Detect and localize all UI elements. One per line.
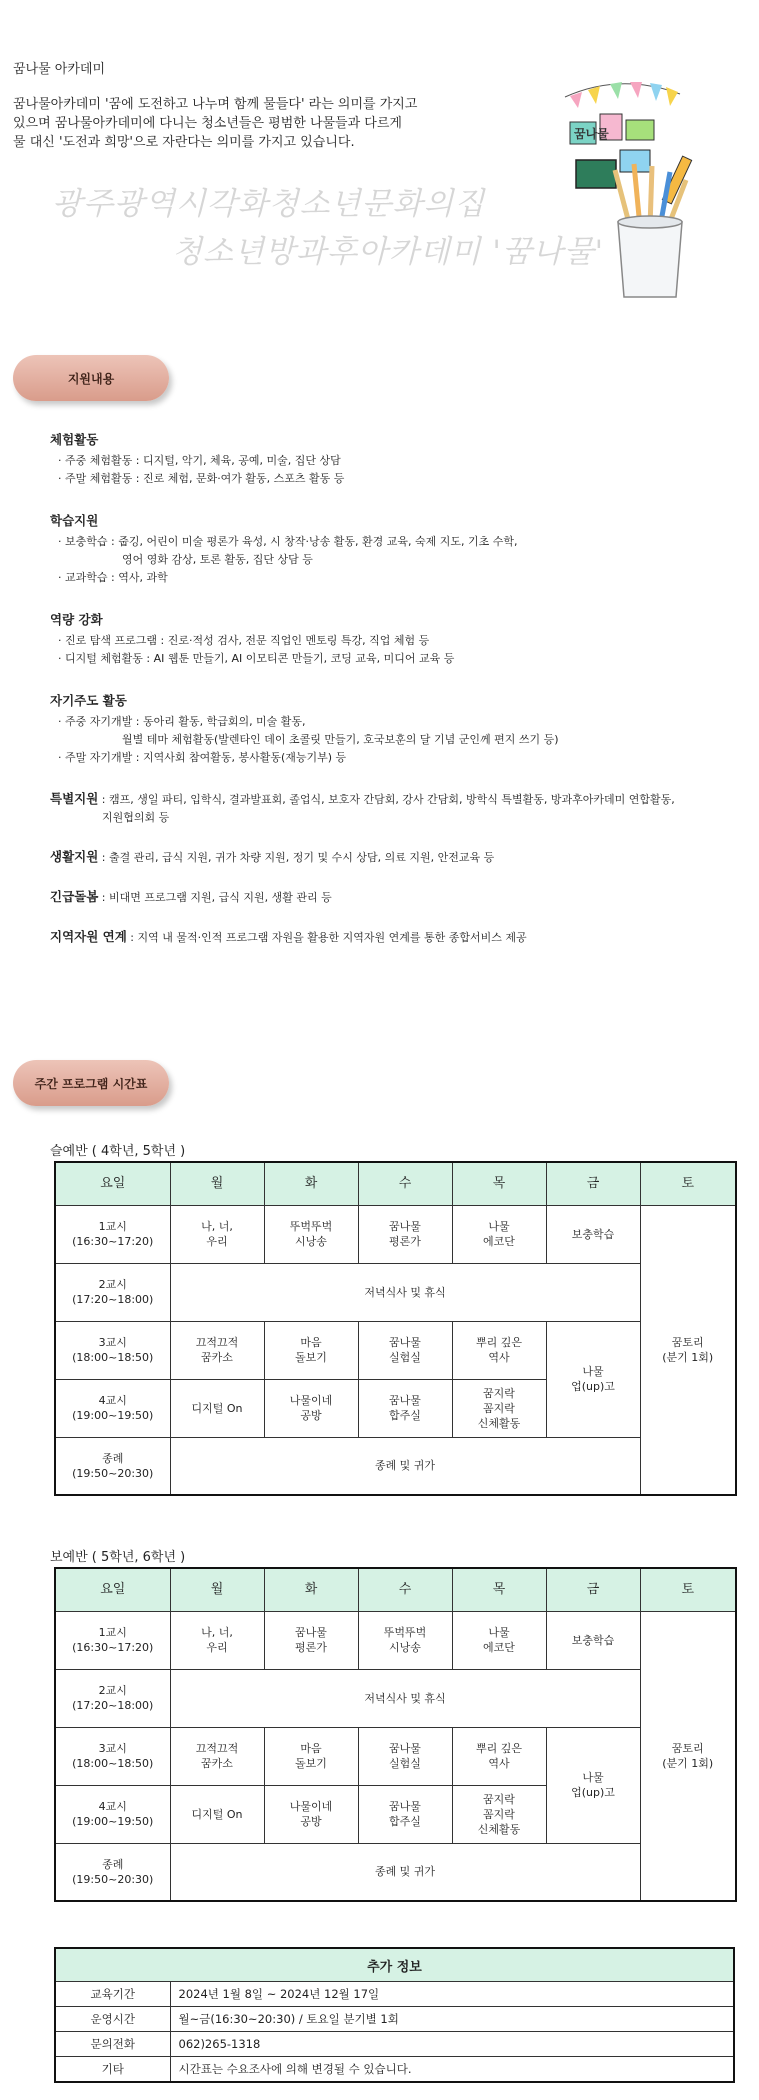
schedule-cell: 나물이네 공방 bbox=[264, 1785, 358, 1843]
schedule-cell: 뿌리 깊은 역사 bbox=[452, 1727, 546, 1785]
schedule-cell: 꿈지락 꼼지락 신체활동 bbox=[452, 1785, 546, 1843]
life-support bbox=[50, 848, 750, 867]
dinner-break-cell: 저녁식사 및 휴식 bbox=[170, 1263, 640, 1321]
header-mon: 월 bbox=[170, 1162, 264, 1205]
schedule-cell: 꿈나물 합주실 bbox=[358, 1785, 452, 1843]
description-line: 물 대신 '도전과 희망'으로 자란다는 의미를 가지고 있습니다. bbox=[13, 135, 355, 150]
info-value: 시간표는 수요조사에 의해 변경될 수 있습니다. bbox=[170, 2057, 734, 2083]
class1-schedule-table bbox=[54, 1161, 737, 1496]
info-key: 문의전화 bbox=[55, 2032, 170, 2057]
schedule-cell: 꿈나물 평론가 bbox=[358, 1205, 452, 1263]
academy-description bbox=[13, 95, 483, 152]
section-item: · 진로 탐색 프로그램 : 진로·적성 검사, 전문 직업인 멘토링 특강, 직업 체험 등 bbox=[58, 634, 430, 647]
section-item: 월별 테마 체험활동(발렌타인 데이 초콜릿 만들기, 호국보훈의 달 기념 군인께 편지 쓰기 등) bbox=[122, 733, 559, 746]
schedule-cell: 디지털 On bbox=[170, 1379, 264, 1437]
schedule-cell: 나물 에코단 bbox=[452, 1205, 546, 1263]
section-item: · 디지털 체험활동 : AI 웹툰 만들기, AI 이모티콘 만들기, 코딩 교육, 미디어 교육 등 bbox=[58, 652, 455, 665]
info-header: 추가 정보 bbox=[55, 1948, 734, 1982]
schedule-cell: 꿈나물 합주실 bbox=[358, 1379, 452, 1437]
support-section bbox=[50, 430, 750, 488]
academy-title: 꿈나물 아카데미 bbox=[13, 62, 106, 77]
header-day: 요일 bbox=[55, 1162, 170, 1205]
section-item: · 주말 자기개발 : 지역사회 참여활동, 봉사활동(재능기부) 등 bbox=[58, 751, 347, 764]
special-support-text: : 캠프, 생일 파티, 입학식, 결과발표회, 졸업식, 보호자 간담회, 강사 간담회, 방학식 특별활동, 방과후아카데미 연합활동, bbox=[98, 793, 675, 806]
header-tue: 화 bbox=[264, 1568, 358, 1611]
slogan-line-2: 청소년방과후아카데미 '꿈나물' bbox=[172, 234, 605, 270]
emergency-care-label: 긴급돌봄 bbox=[50, 889, 99, 904]
schedule-cell: 나, 너, 우리 bbox=[170, 1205, 264, 1263]
additional-info-table bbox=[54, 1947, 735, 2083]
support-section-header: 지원내용 bbox=[13, 355, 169, 401]
info-value: 월~금(16:30~20:30) / 토요일 분기별 1회 bbox=[170, 2007, 734, 2032]
support-section bbox=[50, 610, 750, 668]
info-key: 교육기간 bbox=[55, 1982, 170, 2007]
schedule-cell: 뚜벅뚜벅 시낭송 bbox=[358, 1611, 452, 1669]
support-section bbox=[50, 691, 750, 767]
schedule-cell: 끄적끄적 꿈카소 bbox=[170, 1727, 264, 1785]
section-item: 영어 영화 감상, 토론 활동, 집단 상담 등 bbox=[122, 553, 313, 566]
header-fri: 금 bbox=[546, 1162, 640, 1205]
schedule-section-header: 주간 프로그램 시간표 bbox=[13, 1060, 169, 1106]
support-contents bbox=[50, 430, 750, 968]
schedule-cell: 꿈지락 꼼지락 신체활동 bbox=[452, 1379, 546, 1437]
class2-schedule-table bbox=[54, 1567, 737, 1902]
schedule-cell: 뚜벅뚜벅 시낭송 bbox=[264, 1205, 358, 1263]
schedule-cell: 나물이네 공방 bbox=[264, 1379, 358, 1437]
schedule-cell: 보충학습 bbox=[546, 1611, 640, 1669]
dismissal-cell: 종례 및 귀가 bbox=[170, 1437, 640, 1495]
life-support-label: 생활지원 bbox=[50, 849, 99, 864]
period-label: 종례 (19:50~20:30) bbox=[55, 1843, 170, 1901]
description-line: 있으며 꿈나물아카데미에 다니는 청소년들은 평범한 나물들과 다르게 bbox=[13, 116, 402, 131]
period-label: 4교시 (19:00~19:50) bbox=[55, 1785, 170, 1843]
header-thu: 목 bbox=[452, 1162, 546, 1205]
pencil-cup-illustration bbox=[560, 52, 725, 302]
class2-caption: 보예반 ( 5학년, 6학년 ) bbox=[50, 1550, 186, 1565]
schedule-cell: 나, 너, 우리 bbox=[170, 1611, 264, 1669]
schedule-cell: 꿈나물 실험실 bbox=[358, 1321, 452, 1379]
header-day: 요일 bbox=[55, 1568, 170, 1611]
illustration-text: 꿈나물 bbox=[574, 127, 609, 141]
period-label: 2교시 (17:20~18:00) bbox=[55, 1669, 170, 1727]
saturday-cell: 꿈토리 (분기 1회) bbox=[640, 1611, 736, 1901]
section-item: · 교과학습 : 역사, 과학 bbox=[58, 571, 168, 584]
schedule-cell: 끄적끄적 꿈카소 bbox=[170, 1321, 264, 1379]
header-sat: 토 bbox=[640, 1568, 736, 1611]
header-mon: 월 bbox=[170, 1568, 264, 1611]
period-label: 1교시 (16:30~17:20) bbox=[55, 1205, 170, 1263]
section-item: · 주말 체험활동 : 진로 체험, 문화·여가 활동, 스포츠 활동 등 bbox=[58, 472, 345, 485]
info-value: 062)265-1318 bbox=[170, 2032, 734, 2057]
section-item: · 보충학습 : 줍깅, 어린이 미술 평론가 육성, 시 창작·낭송 활동, 환경 교육, 숙제 지도, 기초 수학, bbox=[58, 535, 518, 548]
period-label: 1교시 (16:30~17:20) bbox=[55, 1611, 170, 1669]
dinner-break-cell: 저녁식사 및 휴식 bbox=[170, 1669, 640, 1727]
friday-merged-cell: 나물 업(up)고 bbox=[546, 1321, 640, 1437]
emergency-care bbox=[50, 888, 750, 907]
schedule-cell: 디지털 On bbox=[170, 1785, 264, 1843]
local-resources bbox=[50, 928, 750, 947]
local-resources-text: : 지역 내 물적·인적 프로그램 자원을 활용한 지역자원 연계를 통한 종합서비스 제공 bbox=[126, 931, 527, 944]
period-label: 4교시 (19:00~19:50) bbox=[55, 1379, 170, 1437]
schedule-cell: 뿌리 깊은 역사 bbox=[452, 1321, 546, 1379]
schedule-cell: 꿈나물 평론가 bbox=[264, 1611, 358, 1669]
support-section bbox=[50, 511, 750, 587]
schedule-cell: 마음 돌보기 bbox=[264, 1727, 358, 1785]
section-title: 체험활동 bbox=[50, 432, 99, 447]
description-line: 꿈나물아카데미 '꿈에 도전하고 나누며 함께 물들다' 라는 의미를 가지고 bbox=[13, 97, 418, 112]
section-title: 역량 강화 bbox=[50, 612, 103, 627]
section-item: · 주중 체험활동 : 디지털, 악기, 체육, 공예, 미술, 집단 상담 bbox=[58, 454, 341, 467]
period-label: 3교시 (18:00~18:50) bbox=[55, 1321, 170, 1379]
schedule-cell: 나물 에코단 bbox=[452, 1611, 546, 1669]
schedule-cell: 보충학습 bbox=[546, 1205, 640, 1263]
section-item: · 주중 자기개발 : 동아리 활동, 학급회의, 미술 활동, bbox=[58, 715, 306, 728]
emergency-care-text: : 비대면 프로그램 지원, 급식 지원, 생활 관리 등 bbox=[98, 891, 332, 904]
period-label: 3교시 (18:00~18:50) bbox=[55, 1727, 170, 1785]
header-wed: 수 bbox=[358, 1568, 452, 1611]
special-support bbox=[50, 790, 750, 827]
section-title: 자기주도 활동 bbox=[50, 693, 127, 708]
local-resources-label: 지역자원 연계 bbox=[50, 929, 127, 944]
special-support-label: 특별지원 bbox=[50, 791, 99, 806]
friday-merged-cell: 나물 업(up)고 bbox=[546, 1727, 640, 1843]
header-sat: 토 bbox=[640, 1162, 736, 1205]
slogan-line-1: 광주광역시각화청소년문화의집 bbox=[52, 186, 486, 222]
header-thu: 목 bbox=[452, 1568, 546, 1611]
dismissal-cell: 종례 및 귀가 bbox=[170, 1843, 640, 1901]
section-title: 학습지원 bbox=[50, 513, 99, 528]
header-wed: 수 bbox=[358, 1162, 452, 1205]
schedule-cell: 꿈나물 실험실 bbox=[358, 1727, 452, 1785]
period-label: 종례 (19:50~20:30) bbox=[55, 1437, 170, 1495]
life-support-text: : 출결 관리, 급식 지원, 귀가 차량 지원, 정기 및 수시 상담, 의료 지원, 안전교육 등 bbox=[98, 851, 495, 864]
schedule-cell: 마음 돌보기 bbox=[264, 1321, 358, 1379]
saturday-cell: 꿈토리 (분기 1회) bbox=[640, 1205, 736, 1495]
info-value: 2024년 1월 8일 ~ 2024년 12월 17일 bbox=[170, 1982, 734, 2007]
class1-caption: 슬예반 ( 4학년, 5학년 ) bbox=[50, 1144, 186, 1159]
header-tue: 화 bbox=[264, 1162, 358, 1205]
info-key: 기타 bbox=[55, 2057, 170, 2083]
info-key: 운영시간 bbox=[55, 2007, 170, 2032]
header-fri: 금 bbox=[546, 1568, 640, 1611]
special-support-text-cont: 지원협의회 등 bbox=[102, 811, 170, 824]
period-label: 2교시 (17:20~18:00) bbox=[55, 1263, 170, 1321]
